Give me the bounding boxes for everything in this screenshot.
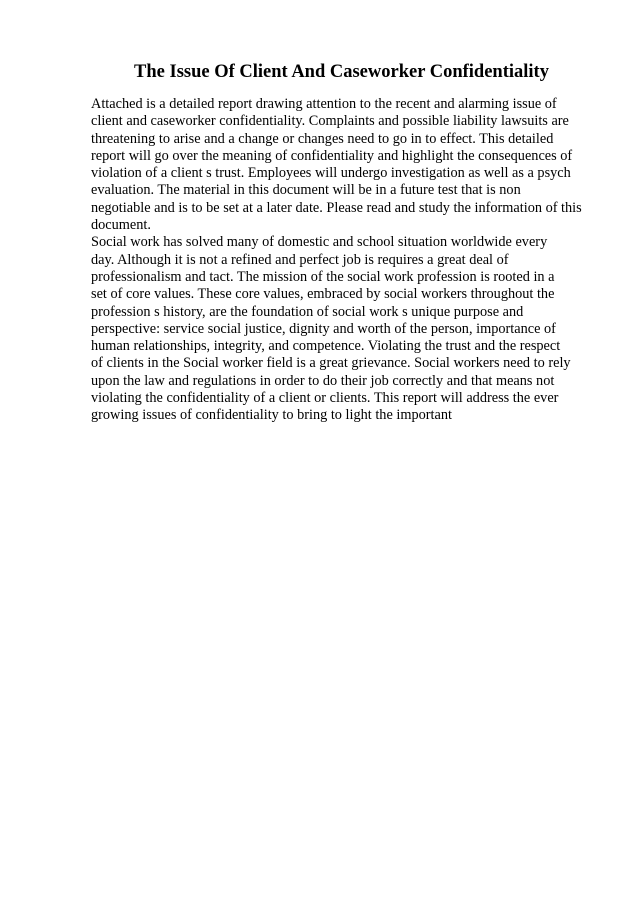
document-body: [91, 96, 601, 425]
text-line: perspective: service social justice, dignity and worth of the person, importance of: [91, 320, 556, 337]
text-line: profession s history, are the foundation of social work s unique purpose and: [91, 303, 524, 320]
text-line: human relationships, integrity, and competence. Violating the trust and the respect: [91, 338, 561, 355]
text-line: set of core values. These core values, embraced by social workers throughout the: [91, 286, 555, 303]
text-line: of clients in the Social worker field is a great grievance. Social workers need to rely: [91, 355, 571, 372]
text-line: Social work has solved many of domestic and school situation worldwide every: [91, 234, 548, 251]
text-line: growing issues of confidentiality to bring to light the important: [91, 407, 452, 424]
paragraph-social-work: [91, 234, 601, 424]
text-line: threatening to arise and a change or changes need to go in to effect. This detailed: [91, 130, 554, 147]
text-line: violating the confidentiality of a client or clients. This report will address the ever: [91, 390, 559, 407]
text-line: upon the law and regulations in order to do their job correctly and that means not: [91, 372, 555, 389]
text-line: day. Although it is not a refined and perfect job is requires a great deal of: [91, 251, 509, 268]
text-line: professionalism and tact. The mission of the social work profession is rooted in a: [91, 268, 555, 285]
paragraph-introduction: [91, 96, 601, 234]
text-line: negotiable and is to be set at a later date. Please read and study the information of this: [91, 199, 582, 216]
text-line: client and caseworker confidentiality. Complaints and possible liability lawsuits are: [91, 113, 569, 130]
text-line: report will go over the meaning of confidentiality and highlight the consequences of: [91, 147, 573, 164]
document-title: The Issue Of Client And Caseworker Confidentiality: [134, 62, 549, 82]
text-line: document.: [91, 217, 151, 234]
text-line: violation of a client s trust. Employees will undergo investigation as well as a psych: [91, 165, 571, 182]
text-line: Attached is a detailed report drawing attention to the recent and alarming issue of: [91, 96, 557, 112]
text-line: evaluation. The material in this document will be in a future test that is non: [91, 182, 521, 199]
